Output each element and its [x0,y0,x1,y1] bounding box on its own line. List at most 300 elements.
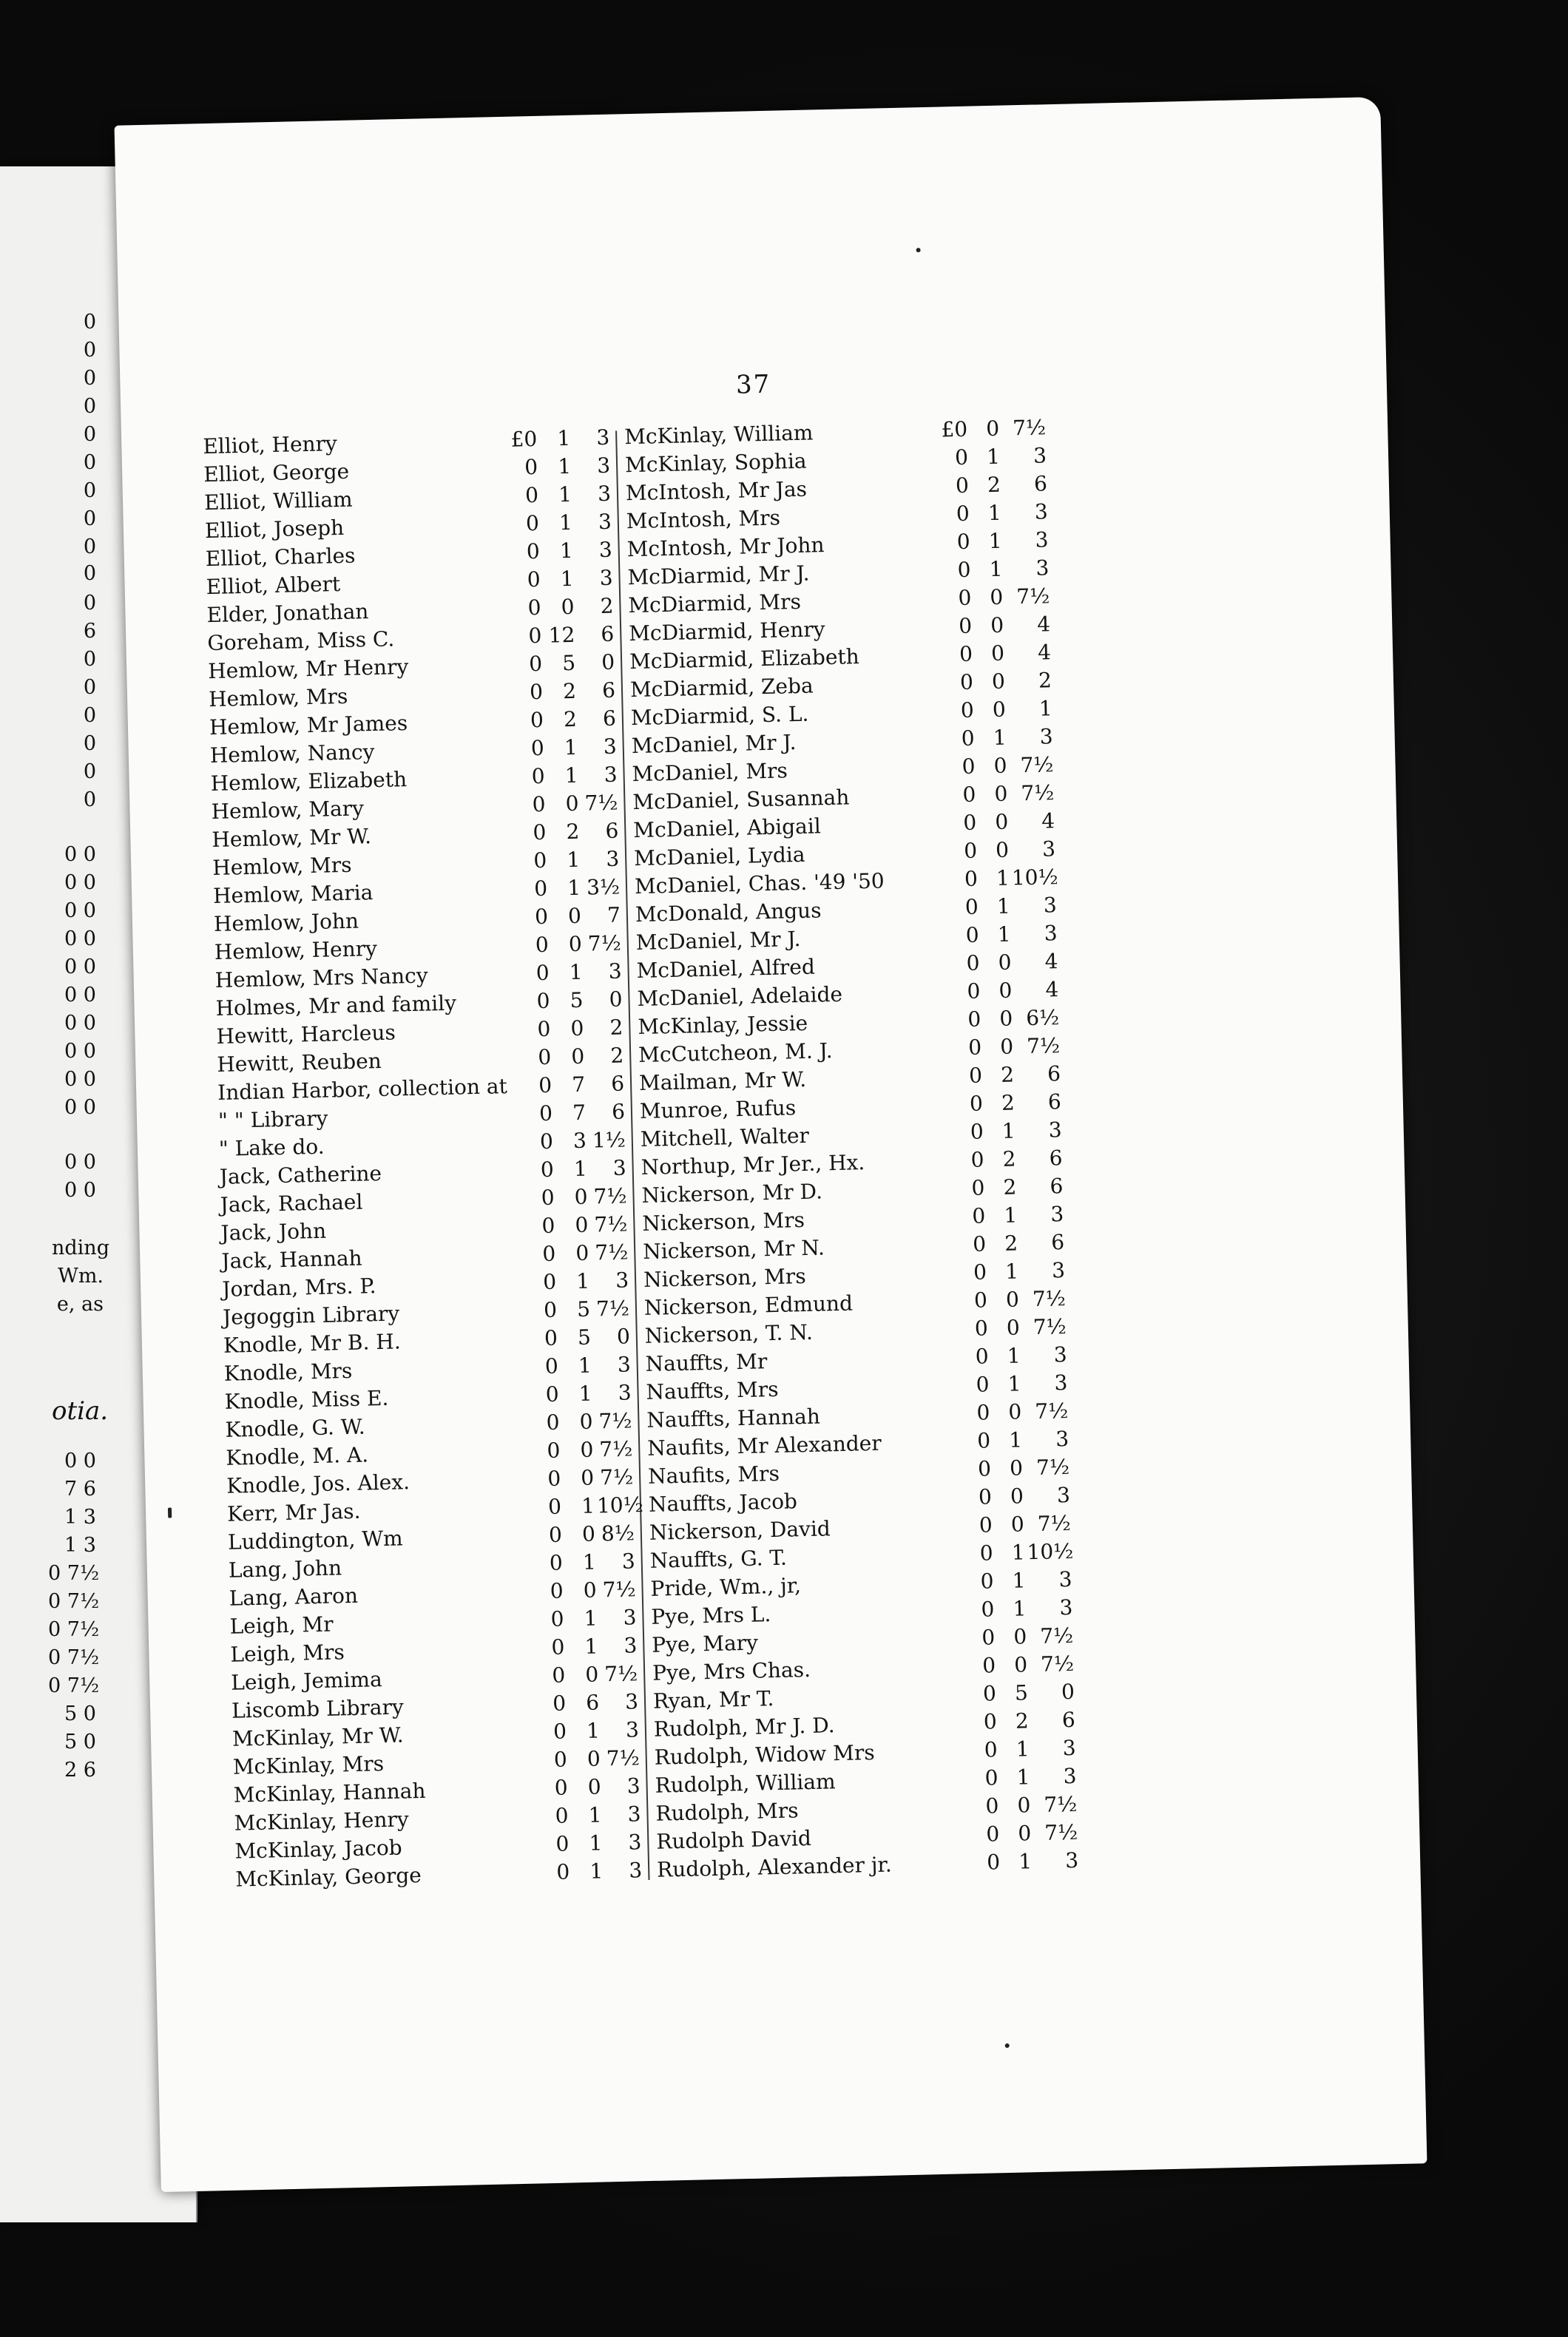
amount-pounds: 0 [981,1625,996,1650]
amount-pence: 3 [625,1717,640,1742]
amount-pounds: 0 [526,538,541,564]
amount-shillings: 0 [561,594,575,620]
amount-pounds: 0 [524,454,538,480]
amount-pounds: 0 [548,1522,563,1547]
amount-pence: 6 [601,621,615,647]
amount-pence: 7½ [1044,1819,1078,1845]
amount-pounds: 0 [976,1428,991,1453]
amount-pence: 3 [604,762,618,787]
amount-pounds: 0 [973,1259,987,1285]
left-page-fragment: 0 0 [64,871,96,894]
left-page-fragment: 7 6 [64,1478,96,1501]
amount-shillings: 1 [588,1802,602,1827]
amount-shillings: 5 [577,1325,592,1350]
amount-pence: 3 [628,1830,642,1855]
amount-pence: 2 [600,593,614,619]
left-page-fragment: 0 [83,562,96,585]
amount-pence: 3 [1055,1426,1069,1452]
amount-shillings: 1 [988,528,1002,554]
subscriber-name: McKinlay, Jacob [234,1835,402,1864]
subscriber-name: McDiarmid, Elizabeth [629,644,860,674]
subscriber-name: McDaniel, Adelaide [637,981,843,1012]
left-page-fragment: 0 [83,339,96,362]
amount-shillings: 0 [580,1437,594,1462]
subscriber-name: Jack, Rachael [220,1189,363,1217]
left-page-fragment: 0 [83,395,96,418]
left-page-fragment: 0 7½ [48,1674,100,1697]
amount-pence: 6 [1050,1230,1065,1255]
amount-pounds: 0 [527,595,541,620]
amount-shillings: 0 [587,1746,601,1771]
amount-pence: 7½ [1032,1286,1067,1312]
amount-pounds: 0 [533,876,548,902]
amount-shillings: 1 [996,893,1011,919]
amount-pence: 3 [598,509,612,535]
amount-pence: 7½ [1039,1623,1074,1648]
left-page-fragment: 0 [83,788,96,811]
amount-shillings: 0 [992,697,1007,723]
left-page-fragment: 5 0 [64,1702,96,1725]
subscriber-name: Nickerson, Edmund [643,1291,854,1320]
amount-shillings: 1 [584,1606,598,1631]
subscriber-name: Naufits, Mr Alexander [646,1430,882,1461]
amount-shillings: 2 [566,819,580,845]
subscriber-name: Elder, Jonathan [206,599,369,628]
amount-shillings: 2 [562,678,577,704]
amount-shillings: 0 [998,978,1013,1003]
amount-pounds: 0 [530,735,545,761]
amount-pounds: 0 [973,1288,988,1313]
subscriber-name: Hewitt, Harcleus [216,1020,396,1049]
amount-pence: 3 [1059,1594,1073,1620]
amount-shillings: 5 [1014,1680,1029,1705]
amount-pounds: 0 [969,1091,984,1116]
amount-shillings: 1 [993,725,1007,751]
amount-shillings: 0 [991,669,1006,694]
amount-pence: 7½ [587,930,622,956]
amount-pounds: 0 [967,978,981,1004]
amount-shillings: 1 [589,1830,603,1856]
amount-pence: 7½ [1020,752,1054,778]
subscriber-name: Knodle, Mrs [223,1358,353,1386]
amount-pounds: 0 [984,1737,998,1762]
amount-pence: 3 [621,1549,636,1574]
amount-pence: 3 [624,1633,638,1658]
subscriber-name: McKinlay, Hannah [233,1778,426,1807]
amount-shillings: 1 [1012,1568,1026,1593]
subscriber-name: McDaniel, Alfred [636,954,816,984]
amount-pence: 1½ [592,1127,626,1153]
amount-pence: 7½ [1033,1313,1067,1340]
amount-shillings: 5 [561,650,576,676]
subscriber-name: McDonald, Angus [635,898,822,927]
amount-pence: 7½ [595,1296,630,1322]
amount-pounds: 0 [552,1663,566,1688]
subscriber-name: Rudolph, Mrs [655,1798,799,1826]
amount-pounds: 0 [540,1157,555,1183]
amount-shillings: 5 [576,1296,591,1322]
amount-pence: 7½ [1026,1033,1061,1059]
left-page-fragment: 1 3 [64,1506,96,1529]
left-page-fragment: 0 [83,479,96,502]
amount-pounds: 0 [538,1072,552,1098]
subscriber-name: Rudolph, Alexander jr. [656,1852,893,1882]
subscriber-name: Kerr, Mr Jas. [226,1498,361,1526]
amount-shillings: 3 [572,1128,587,1154]
amount-pounds: 0 [525,510,540,536]
subscriber-name: Ryan, Mr T. [652,1686,774,1714]
left-page-fragment: nding [52,1237,109,1259]
left-page-fragment: 0 0 [64,843,96,866]
subscriber-name: Hemlow, Mr W. [212,824,372,853]
subscriber-name: Indian Harbor, collection at [217,1074,508,1105]
amount-shillings: 1 [573,1156,588,1182]
amount-shillings: 0 [985,416,1000,442]
subscriber-name: Knodle, Mr B. H. [223,1329,402,1358]
amount-pounds: 0 [983,1709,998,1734]
amount-pence: 6 [1047,1089,1062,1115]
subscriber-name: " Lake do. [218,1134,325,1161]
amount-shillings: 1 [1013,1596,1027,1621]
left-page-fragment: 0 [83,676,96,699]
amount-pence: 1 [1038,696,1053,721]
subscriber-name: Nickerson, David [649,1516,831,1545]
amount-pence: 6 [1047,1061,1061,1086]
amount-pence: 6 [611,1099,626,1124]
subscriber-name: Pye, Mrs Chas. [652,1657,811,1685]
amount-pounds: 0 [975,1344,989,1369]
subscriber-name: Rudolph, William [655,1769,836,1798]
amount-shillings: 1 [1004,1259,1019,1284]
amount-pence: 10½ [1027,1538,1074,1565]
ink-speck [168,1508,172,1518]
amount-pence: 3 [1041,836,1056,862]
left-page-fragment: 0 [83,507,96,530]
ledger-right-column [617,412,1168,1884]
amount-pence: 3 [1062,1735,1076,1761]
amount-shillings: 1 [986,444,1001,470]
amount-pounds: 0 [544,1353,559,1379]
subscriber-name: Mailman, Mr W. [638,1066,807,1096]
amount-pence: 3 [1034,499,1049,524]
amount-pence: 0 [1061,1679,1075,1705]
amount-pounds: 0 [533,819,547,845]
amount-pounds: 0 [979,1512,993,1538]
amount-pence: 3 [1058,1566,1072,1592]
amount-pence: 3 [605,846,620,871]
amount-pounds: 0 [533,848,547,873]
amount-pence: 4 [1037,640,1052,665]
amount-pence: 3 [626,1773,641,1799]
amount-shillings: 0 [999,1034,1014,1059]
amount-pence: 3 [598,537,613,563]
amount-pence: 6 [1050,1174,1064,1199]
amount-pounds: 0 [538,1044,552,1070]
subscriber-name: McDiarmid, Mr J. [627,561,810,590]
amount-shillings: 2 [563,706,578,732]
amount-pence: 6 [601,677,616,703]
amount-shillings: 1 [1007,1371,1021,1396]
amount-shillings: 0 [1008,1399,1022,1424]
amount-pounds: 0 [957,557,971,583]
amount-shillings: 12 [548,622,575,648]
amount-pounds: 0 [543,1297,558,1323]
amount-pounds: 0 [977,1456,992,1481]
amount-shillings: 0 [994,809,1009,835]
subscriber-name: Nickerson, T. N. [644,1319,814,1348]
amount-pounds: 0 [530,707,544,733]
amount-pounds: 0 [538,1100,553,1126]
amount-shillings: 1 [557,425,571,451]
subscriber-name: Leigh, Jemima [230,1667,383,1695]
amount-shillings: 1 [557,453,572,479]
amount-shillings: 2 [1000,1062,1015,1087]
amount-pence: 7½ [594,1239,629,1265]
subscriber-name: Elliot, Albert [206,572,341,600]
left-page-fragment: 0 [83,423,96,446]
subscriber-name: Goreham, Miss C. [207,626,395,656]
subscriber-name: McCutcheon, M. J. [638,1038,833,1068]
amount-shillings: 0 [583,1577,597,1603]
subscriber-name: Jordan, Mrs. P. [221,1274,376,1302]
subscriber-name: Munroe, Rufus [639,1095,797,1124]
subscriber-name: Leigh, Mrs [230,1640,345,1667]
amount-pounds: 0 [974,1316,989,1341]
amount-shillings: 1 [581,1493,595,1518]
amount-pounds: 0 [962,754,976,779]
amount-pence: 3 [624,1689,639,1714]
amount-shillings: 5 [570,987,584,1013]
amount-pounds: £0 [941,416,968,442]
left-page-fragment: 0 [83,367,96,390]
amount-pence: 7½ [1040,1651,1075,1677]
left-page-fragment: 0 0 [64,927,96,950]
amount-pence: 3 [1048,1117,1063,1143]
amount-pence: 7½ [594,1211,628,1237]
left-page-fragment: 0 [83,704,96,727]
subscriber-name: McIntosh, Mrs [626,505,781,534]
left-page-fragment: Wm. [58,1265,104,1288]
left-page-fragment: 0 7½ [48,1590,100,1613]
amount-pounds: 0 [962,810,977,835]
amount-pence: 7½ [1016,584,1050,609]
amount-shillings: 0 [1005,1287,1020,1312]
amount-shillings: 0 [568,931,583,957]
amount-pence: 3 [1035,527,1049,552]
subscriber-name: McDaniel, Mr J. [631,730,797,759]
amount-pence: 7½ [606,1745,641,1771]
amount-pence: 3 [618,1380,632,1405]
left-page-fragment: 0 0 [64,1096,96,1119]
amount-pounds: 0 [550,1606,564,1631]
amount-pence: 8½ [601,1521,635,1546]
amount-pence: 7½ [1044,1791,1078,1817]
amount-pence: 3 [1054,1370,1068,1396]
amount-pence: 3 [1050,1202,1064,1227]
amount-shillings: 0 [579,1409,593,1434]
subscriber-name: McKinlay, Henry [234,1807,409,1836]
amount-shillings: 1 [586,1718,601,1743]
amount-shillings: 0 [587,1774,602,1799]
amount-shillings: 1 [1011,1540,1025,1565]
left-page-fragment: 0 0 [64,984,96,1007]
amount-pence: 7½ [584,790,618,816]
subscriber-name: Hewitt, Reuben [216,1048,382,1077]
amount-pounds: 0 [544,1325,558,1351]
subscriber-name: Mitchell, Walter [640,1123,810,1151]
left-page-fragment: 2 6 [64,1759,96,1782]
subscriber-name: McDaniel, Mr J. [635,927,801,956]
amount-shillings: 0 [1006,1315,1021,1340]
left-page-fragment: 0 0 [64,1450,96,1472]
subscriber-name: Hemlow, Mr Henry [207,654,409,684]
amount-pounds: 0 [965,922,980,947]
amount-pence: 2 [1038,668,1052,693]
amount-pence: 7½ [602,1577,636,1603]
subscriber-name: Knodle, Miss E. [224,1385,389,1414]
amount-pounds: 0 [970,1147,984,1172]
amount-pounds: 0 [554,1775,569,1800]
subscriber-name: Hemlow, Maria [212,880,374,909]
amount-pence: 3½ [586,874,621,900]
amount-shillings: 1 [584,1634,598,1659]
amount-pence: 3 [623,1605,637,1630]
amount-pounds: 0 [541,1213,555,1239]
amount-pounds: 0 [959,641,973,667]
subscriber-name: Rudolph, Mr J. D. [653,1713,835,1742]
subscriber-name: McKinlay, George [234,1862,422,1892]
amount-shillings: 1 [558,510,573,535]
amount-shillings: 0 [575,1212,589,1238]
amount-pence: 7½ [1037,1510,1072,1536]
amount-pence: 0 [601,649,615,675]
amount-pounds: 0 [546,1410,560,1435]
amount-shillings: 1 [996,865,1010,890]
amount-pounds: 0 [976,1400,990,1425]
subscriber-name: Knodle, G. W. [225,1414,365,1442]
amount-shillings: 0 [1013,1652,1028,1677]
amount-pounds: 0 [954,444,969,470]
subscriber-name: Hemlow, Mr James [209,710,408,740]
amount-pounds: 0 [524,482,539,508]
subscriber-name: Knodle, Jos. Alex. [226,1469,410,1498]
amount-shillings: 2 [987,472,1001,498]
amount-shillings: 0 [990,584,1004,610]
subscriber-name: McKinlay, William [624,420,814,450]
amount-shillings: 0 [1017,1793,1031,1818]
amount-shillings: 1 [558,481,572,507]
amount-shillings: 0 [999,1006,1013,1031]
left-page-fragment: 0 [83,760,96,783]
amount-pounds: 0 [552,1691,567,1716]
left-page-fragment: 0 7½ [48,1618,100,1641]
subscriber-name: Hemlow, Mrs [208,683,348,712]
amount-pounds: 0 [547,1466,561,1491]
amount-pence: 7½ [604,1661,638,1687]
left-page-fragment: 0 0 [64,899,96,922]
subscriber-name: " " Library [217,1106,328,1133]
amount-pence: 0 [609,987,623,1012]
subscription-ledger [203,410,1223,1892]
amount-pounds: 0 [542,1269,557,1295]
subscriber-name: McIntosh, Mr Jas [625,476,808,506]
amount-pounds: 0 [968,1063,983,1088]
left-page-fragment: 0 [83,648,96,671]
subscriber-name: Nauffts, Hannah [646,1404,821,1433]
amount-pence: 3 [1053,1342,1067,1367]
subscriber-name: Jack, Catherine [219,1160,382,1189]
amount-pence: 3 [596,425,610,450]
subscriber-name: Elliot, William [203,487,354,515]
amount-pounds: 0 [539,1129,554,1154]
amount-pence: 3 [617,1352,632,1377]
subscriber-name: McKinlay, Jessie [637,1010,808,1040]
left-page-fragment: e, as [56,1293,104,1316]
subscriber-name: McDiarmid, Henry [628,617,825,646]
amount-pence: 3 [596,453,611,478]
subscriber-name: Nickerson, Mrs [643,1263,806,1292]
amount-shillings: 0 [571,1044,585,1069]
amount-shillings: 0 [993,753,1007,779]
amount-pounds: 0 [964,866,979,891]
amount-pounds: 0 [972,1203,986,1228]
amount-pounds: £0 [510,426,538,452]
amount-pounds: 0 [552,1719,567,1744]
amount-pence: 7½ [1034,1398,1069,1424]
amount-pounds: 0 [547,1438,561,1463]
amount-shillings: 1 [575,1268,590,1294]
amount-shillings: 1 [578,1353,592,1378]
amount-pounds: 0 [531,763,545,789]
subscriber-name: McKinlay, Mrs [232,1751,385,1779]
subscriber-name: McDiarmid, Zeba [629,673,814,703]
amount-shillings: 1 [582,1549,597,1575]
ledger-page [115,97,1427,2192]
subscriber-name: Elliot, Joseph [204,515,345,544]
amount-pence: 3 [627,1802,641,1827]
amount-pounds: 0 [549,1550,564,1575]
left-page-fragment: 0 0 [64,956,96,978]
amount-pounds: 0 [528,651,543,677]
subscriber-name: Liscomb Library [231,1694,405,1723]
amount-pounds: 0 [978,1484,993,1509]
subscriber-name: Knodle, M. A. [226,1442,369,1470]
amount-pounds: 0 [959,669,974,695]
amount-shillings: 0 [567,903,582,929]
left-page-fragment: 0 0 [64,1151,96,1174]
amount-pounds: 0 [541,1185,555,1211]
subscriber-name: Hemlow, Elizabeth [210,767,408,797]
amount-shillings: 6 [585,1690,600,1715]
amount-pounds: 0 [982,1681,997,1706]
subscriber-name: Jack, Hannah [221,1245,362,1274]
amount-pounds: 0 [529,679,544,705]
amount-pence: 3 [1044,921,1058,946]
subscriber-name: Jack, John [220,1218,327,1245]
amount-pounds: 0 [545,1381,559,1407]
amount-shillings: 0 [580,1465,595,1490]
amount-shillings: 1 [569,959,584,985]
amount-pounds: 0 [955,473,970,498]
amount-pence: 7½ [1035,1454,1070,1480]
amount-pounds: 0 [962,782,976,807]
amount-pence: 3 [1051,1258,1066,1283]
amount-pounds: 0 [961,726,975,751]
subscriber-name: McDaniel, Chas. '49 '50 [634,868,885,899]
subscriber-name: Hemlow, Henry [214,936,378,964]
subscriber-name: Naufits, Mrs [647,1461,780,1489]
amount-pence: 3 [599,565,613,591]
